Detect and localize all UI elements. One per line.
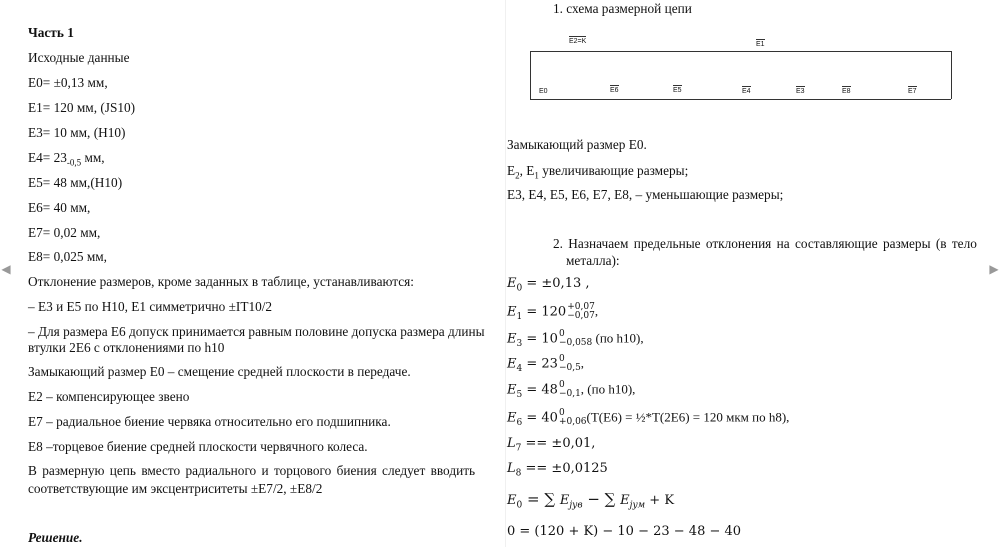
plus-k: + K: [645, 493, 675, 508]
text-line: E0= ±0,13 мм,: [28, 75, 108, 90]
lower-dev: −0,058: [558, 338, 593, 348]
text-line: Исходные данные: [28, 50, 130, 65]
sub: 7: [515, 443, 522, 454]
label-e7: E7: [908, 88, 917, 95]
value: = 10: [522, 331, 558, 347]
var: E: [507, 276, 517, 291]
text-line: соответствующие им эксцентриситеты ±E7/2, ±E8/2: [28, 481, 323, 496]
sum-formula: [507, 490, 674, 511]
note: ,: [580, 355, 585, 371]
value: = 120: [522, 304, 567, 320]
text-line: E3= 10 мм, (H10): [28, 125, 126, 140]
text-line: втулки 2E6 с отклонениями по h10: [28, 340, 225, 355]
upper-dev: 0: [558, 408, 565, 418]
text-line: – E3 и E5 по H10, E1 симметрично ±IT10/2: [28, 299, 273, 314]
label-e3: E3: [796, 88, 805, 95]
formula-line: [507, 381, 635, 400]
var: E: [507, 382, 517, 398]
e-letter: E: [507, 163, 516, 178]
e4-value: E4= 23: [28, 150, 67, 165]
formula-line: [507, 409, 789, 428]
equation-line: 0 = (120 + K) − 10 − 23 − 48 − 40: [507, 524, 742, 539]
label-e4: E4: [742, 88, 751, 95]
var: E: [620, 493, 630, 508]
text-line: В размерную цепь вместо радиального и торцового биения следует вводить: [28, 463, 476, 478]
text-line: E7= 0,02 мм,: [28, 225, 101, 240]
text: увеличивающие размеры;: [538, 163, 689, 178]
formula-line: [507, 461, 608, 479]
next-page-arrow-icon[interactable]: ▶: [989, 262, 999, 276]
upper-dev: +0,07: [567, 302, 595, 312]
lower-dev: +0,06: [558, 417, 587, 427]
text-line: E7 – радиальное биение червяка относительно его подшипника.: [28, 414, 391, 429]
var: L: [507, 436, 516, 451]
lower-dev: −0,5: [558, 363, 581, 373]
sub: 8: [515, 468, 522, 479]
sub: 0: [516, 283, 523, 294]
var: E: [507, 410, 517, 426]
item-2-line: 2. Назначаем предельные отклонения на составляющие размеры (в тело: [553, 236, 977, 251]
upper-dev: 0: [558, 380, 565, 390]
sum-op: − ∑: [582, 490, 621, 508]
formula-line: [507, 355, 584, 374]
sub: 5: [516, 390, 523, 401]
tolerance: [567, 303, 595, 321]
text-line: E1= 120 мм, (JS10): [28, 100, 136, 115]
sub: 1: [534, 170, 539, 181]
sum-op: = ∑: [522, 490, 560, 508]
label-e2: E2=K: [569, 38, 587, 45]
formula-line: [507, 276, 590, 294]
lower-dev: −0,1: [558, 389, 581, 399]
note: , (по h10),: [580, 381, 636, 397]
value: = ±0,13 ,: [522, 276, 590, 291]
heading: Часть 1: [28, 25, 74, 40]
sub: 0: [516, 500, 523, 511]
formula-line: [507, 436, 595, 454]
upper-dev: 0: [558, 354, 565, 364]
note: (по h10),: [592, 330, 644, 346]
text-line: E5= 48 мм,(H10): [28, 175, 123, 190]
var: E: [507, 331, 517, 347]
item-1-title: 1. схема размерной цепи: [553, 1, 692, 16]
solution-heading: Решение.: [28, 530, 83, 545]
label-e0: E0: [539, 88, 548, 95]
upper-dev: 0: [558, 329, 565, 339]
increasing-dimensions: [507, 163, 688, 181]
tolerance: [559, 355, 581, 373]
formula-line: [507, 303, 598, 322]
sub: 4: [516, 364, 523, 375]
value: = 23: [522, 356, 558, 372]
var: E: [507, 356, 517, 372]
label-e8: E8: [842, 88, 851, 95]
sub: jум: [629, 500, 646, 511]
dimension-chain-diagram: [530, 30, 952, 102]
sub: 1: [516, 312, 523, 323]
tolerance: [559, 381, 581, 399]
chain-frame: [530, 51, 952, 99]
value: == ±0,01,: [521, 436, 596, 451]
sub: 6: [516, 418, 523, 429]
tolerance: [559, 330, 592, 348]
text-line: Замыкающий размер E0 – смещение средней плоскости в передаче.: [28, 364, 411, 379]
sub: jув: [569, 500, 583, 511]
column-divider: [505, 0, 506, 547]
note: (T(E6) = ½*T(2E6) = 120 мкм по h8),: [586, 409, 790, 425]
lower-dev: −0,07: [567, 311, 595, 321]
value: = 40: [522, 410, 558, 426]
text-line: E6= 40 мм,: [28, 200, 91, 215]
tolerance: [559, 409, 587, 427]
var: E: [507, 304, 517, 320]
item-2-line: металла):: [566, 253, 620, 268]
var: E: [507, 493, 517, 508]
e4-unit: мм,: [81, 150, 105, 165]
label-e1: E1: [756, 41, 765, 48]
e4-tolerance: -0,5: [66, 157, 82, 168]
closing-dimension: Замыкающий размер E0.: [507, 137, 647, 152]
prev-page-arrow-icon[interactable]: ◀: [1, 262, 11, 276]
e-letter: , E: [519, 163, 535, 178]
var: L: [507, 461, 516, 476]
decreasing-dimensions: E3, E4, E5, E6, E7, E8, – уменьшающие размеры;: [507, 187, 784, 202]
chain-bottom-line: [530, 99, 951, 100]
value: = 48: [522, 382, 558, 398]
text-line: – Для размера E6 допуск принимается равным половине допуска размера длины: [28, 324, 485, 339]
formula-line: [507, 330, 644, 349]
text-line: E8 –торцевое биение средней плоскости червячного колеса.: [28, 439, 368, 454]
text-line-e4: [28, 150, 105, 168]
label-e5: E5: [673, 87, 682, 94]
text-line: E2 – компенсирующее звено: [28, 389, 190, 404]
sub: 3: [516, 339, 523, 350]
value: == ±0,0125: [521, 461, 608, 476]
text-line: E8= 0,025 мм,: [28, 249, 107, 264]
label-e6: E6: [610, 87, 619, 94]
sub: 2: [515, 170, 520, 181]
note: ,: [594, 303, 599, 319]
text-line: Отклонение размеров, кроме заданных в таблице, устанавливаются:: [28, 274, 414, 289]
var: E: [559, 493, 570, 508]
